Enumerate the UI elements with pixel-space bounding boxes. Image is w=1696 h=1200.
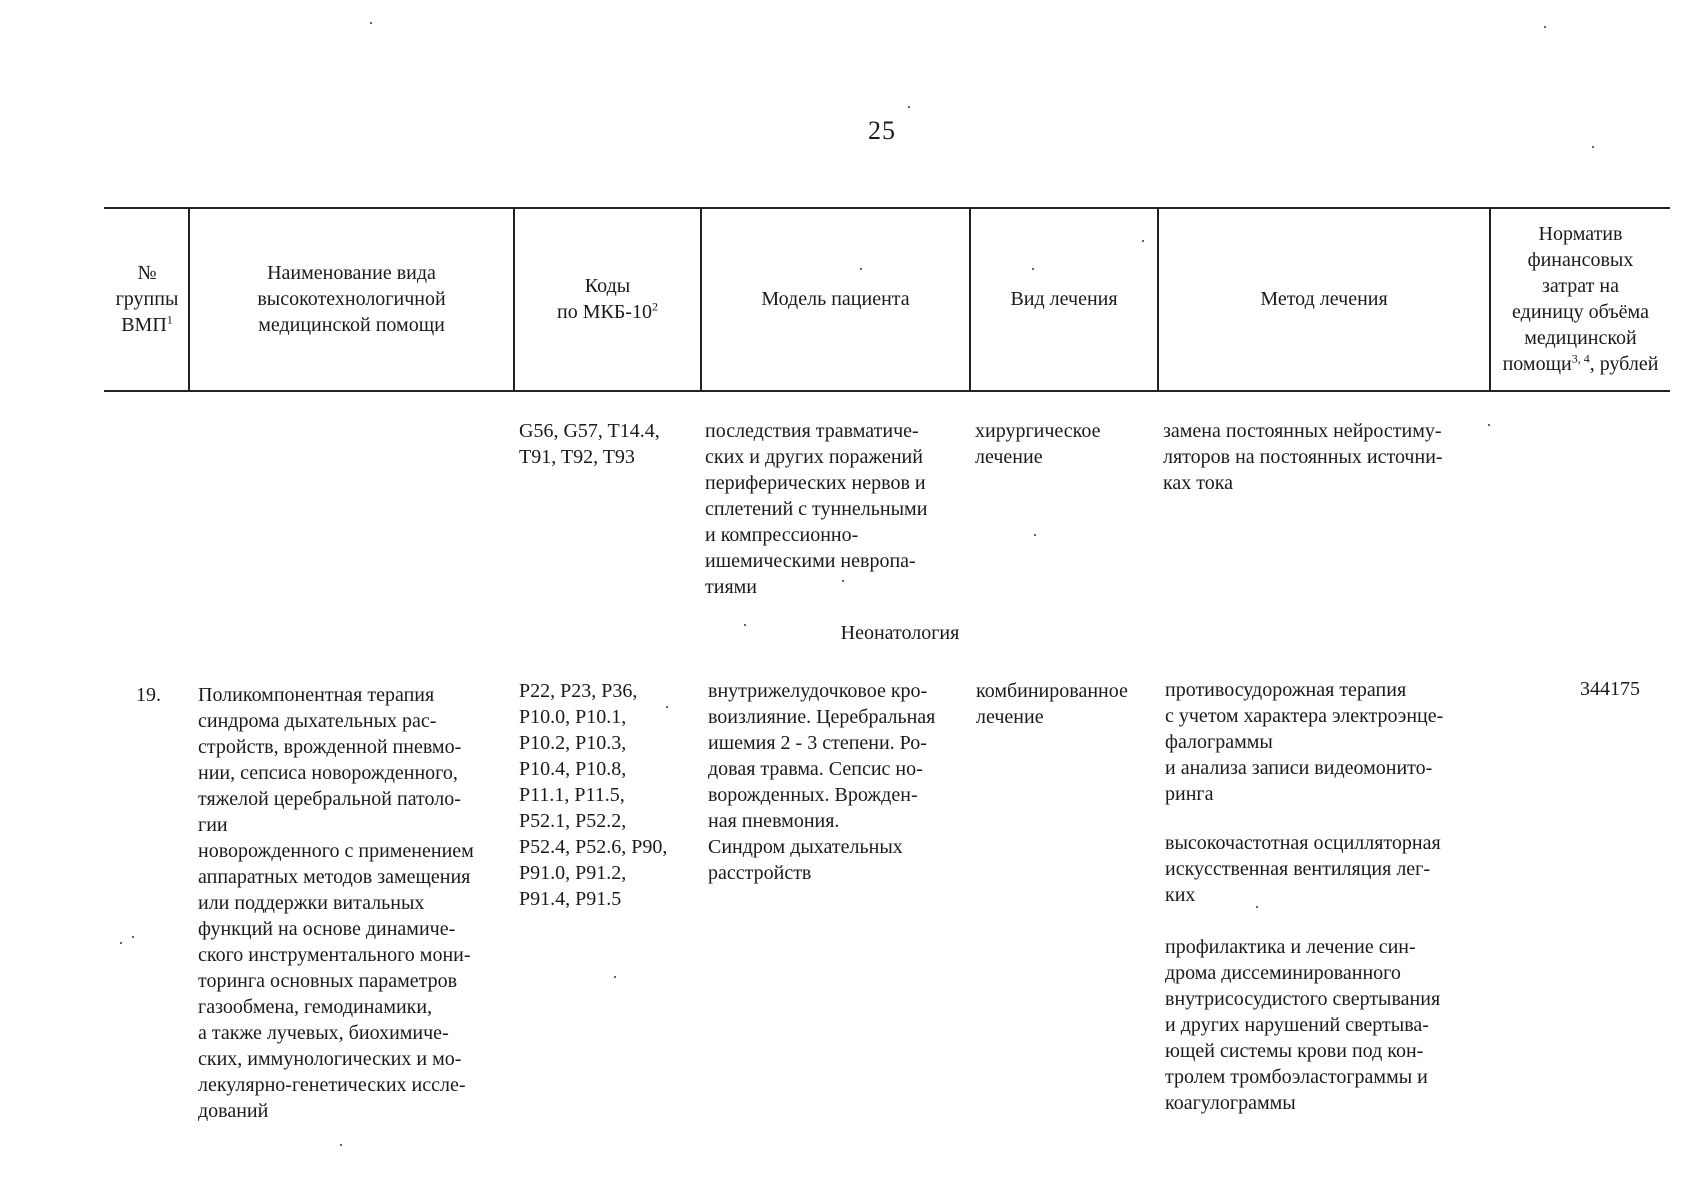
header-text: медицинской: [1524, 326, 1637, 349]
header-text: помощи: [1502, 352, 1572, 375]
footnote-mark: 2: [651, 298, 658, 313]
scan-speck: [1544, 26, 1546, 28]
row-method-dic-prevention: профилактика и лечение син- дрома диссеминированного внутрисосудистого свертывания и других нарушений свертыва- ющей системы крови под кон- тролем тромбоэластограммы и коагулограммы: [1165, 936, 1441, 1114]
header-text: Наименование вида: [267, 261, 436, 284]
header-care-type: [190, 207, 513, 390]
footnote-mark: 3, 4: [1571, 350, 1590, 365]
row-method-anticonvulsant: противосудорожная терапия с учетом характера электроэнце- фалограммы и анализа записи видеомонито- ринга: [1165, 679, 1444, 805]
scan-speck: [1592, 146, 1594, 148]
header-text: единицу объёма: [1512, 300, 1649, 323]
scan-speck: [614, 976, 616, 978]
scan-speck: [120, 942, 122, 944]
continuation-treatment-type: хирургическое лечение: [975, 420, 1101, 468]
row-patient-model: внутрижелудочковое кро- воизлияние. Церебральная ишемия 2 - 3 степени. Ро- довая травма. Сепсис но- ворожденных. Врожден- ная пневмония. Синдром дыхательных расстройств: [708, 680, 936, 884]
header-text: Метод лечения: [1260, 287, 1388, 310]
scan-speck: [1488, 424, 1490, 426]
header-text: группы: [115, 287, 179, 310]
scan-speck: [340, 1144, 342, 1146]
header-text: затрат на: [1542, 274, 1619, 297]
scan-speck: [908, 106, 910, 108]
header-treatment-type: [971, 207, 1157, 390]
page-number: 25: [868, 116, 896, 145]
scan-speck: [842, 580, 844, 582]
header-text: ВМП: [121, 313, 167, 336]
header-patient-model: [702, 207, 969, 390]
row-care-name: Поликомпонентная терапия синдрома дыхательных рас- стройств, врожденной пневмо- нии, сепсиса новорожденного, тяжелой церебральной патоло- гии новорожденного с применением аппаратных методов замещения или поддержки витальных функций на основе динамиче- ского инструментального мони- торинга основных параметров газообмена, гемодинамики, а также лучевых, биохимиче- ских, иммунологических и мо- лекулярно-генетических иссле- дований: [198, 684, 474, 1122]
scan-speck: [1256, 906, 1258, 908]
header-treatment-method: [1159, 207, 1489, 390]
scan-speck: [1032, 268, 1034, 270]
header-icd-codes: [515, 207, 700, 390]
continuation-codes: G56, G57, T14.4, T91, T92, T93: [519, 420, 660, 468]
scan-speck: [744, 624, 746, 626]
header-text: медицинской помощи: [258, 313, 445, 336]
scan-speck: [860, 268, 862, 270]
row-number: 19.: [136, 684, 161, 706]
header-group-number: [106, 207, 188, 390]
header-text: высокотехнологичной: [257, 287, 446, 310]
header-text: Коды: [584, 274, 631, 297]
header-bottom-rule: [104, 390, 1670, 392]
header-text: , рублей: [1589, 352, 1659, 375]
footnote-mark: 1: [166, 311, 173, 326]
scan-speck: [132, 936, 134, 938]
scan-speck: [1034, 534, 1036, 536]
scan-speck: [370, 22, 372, 24]
continuation-patient-model: последствия травматиче- ских и других поражений периферических нервов и сплетений с туннельными и компрессионно- ишемическими невропа- тиями: [705, 420, 928, 598]
section-title: Неонатология: [840, 622, 960, 644]
row-method-ventilation: высокочастотная осцилляторная искусственная вентиляция лег- ких: [1165, 832, 1441, 906]
header-text: Модель пациента: [761, 287, 910, 310]
row-treatment-type: комбинированное лечение: [976, 680, 1128, 728]
header-text: Вид лечения: [1010, 287, 1118, 310]
header-text: №: [137, 261, 157, 284]
header-text: Норматив: [1538, 222, 1623, 245]
row-icd-codes: P22, P23, P36, P10.0, P10.1, P10.2, P10.3, P10.4, P10.8, P11.1, P11.5, P52.1, P52.2, P52.4, P52.6, P90, P91.0, P91.2, P91.4, P91.5: [519, 680, 668, 910]
scan-speck: [1142, 240, 1144, 242]
header-text: по МКБ-10: [557, 300, 652, 323]
continuation-method: замена постоянных нейростиму- ляторов на постоянных источни- ках тока: [1163, 420, 1443, 494]
scan-speck: [666, 706, 668, 708]
row-cost: 344175: [1580, 678, 1640, 700]
header-text: финансовых: [1527, 248, 1634, 271]
header-cost-norm: [1491, 207, 1670, 390]
